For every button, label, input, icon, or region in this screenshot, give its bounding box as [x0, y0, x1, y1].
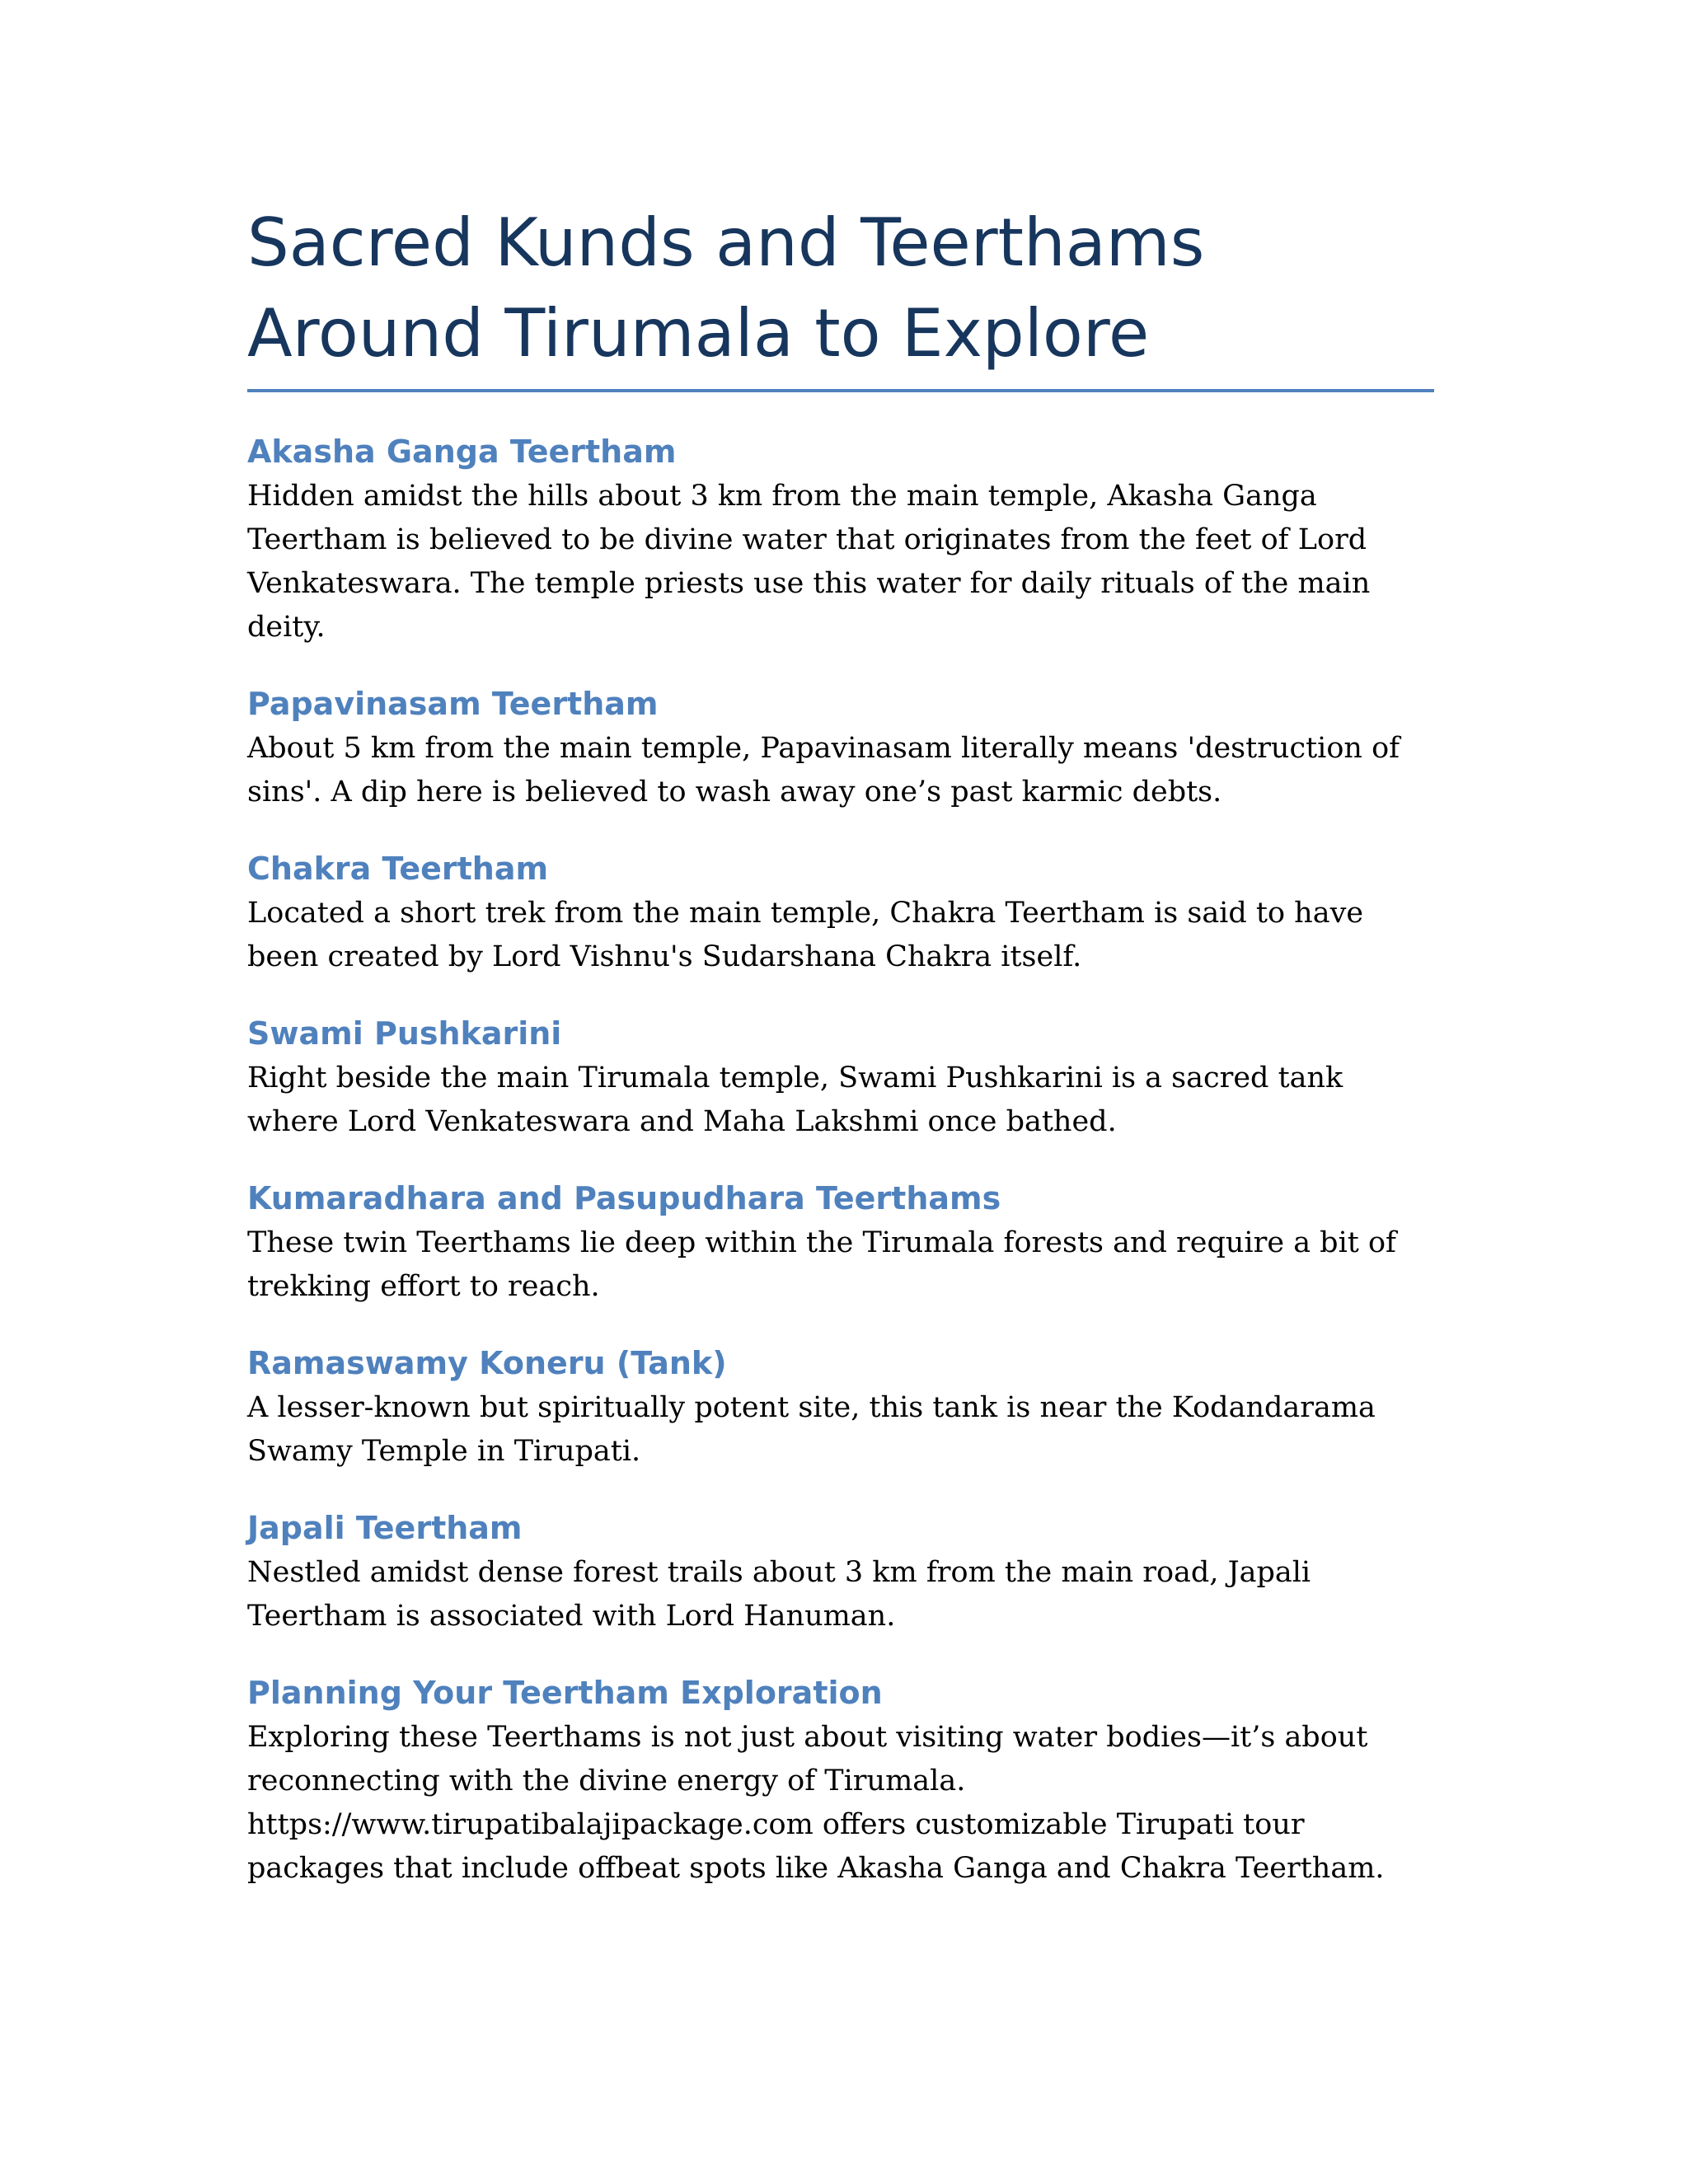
document-page	[247, 198, 1434, 1924]
section-heading: Kumaradhara and Pasupudhara Teerthams	[247, 1180, 1001, 1216]
section-heading: Planning Your Teertham Exploration	[247, 1675, 883, 1711]
section-chakra	[247, 847, 1434, 979]
section-heading: Japali Teertham	[247, 1510, 523, 1546]
section-swami-pushkarini	[247, 1012, 1434, 1144]
section-akasha-ganga	[247, 430, 1434, 649]
section-body: Right beside the main Tirumala temple, Swami Pushkarini is a sacred tank where Lord Venkateswara and Maha Lakshmi once bathed.	[247, 1062, 1343, 1138]
section-body: Nestled amidst dense forest trails about 3 km from the main road, Japali Teertham is associated with Lord Hanuman.	[247, 1556, 1311, 1633]
section-heading: Chakra Teertham	[247, 851, 549, 887]
section-heading: Papavinasam Teertham	[247, 686, 659, 722]
section-body: Located a short trek from the main temple, Chakra Teertham is said to have been created by Lord Vishnu's Sudarshana Chakra itself.	[247, 897, 1364, 973]
document-title: Sacred Kunds and Teerthams Around Tirumala to Explore	[247, 204, 1205, 372]
section-body: These twin Teerthams lie deep within the Tirumala forests and require a bit of trekking effort to reach.	[247, 1226, 1397, 1303]
section-heading: Ramaswamy Koneru (Tank)	[247, 1345, 727, 1381]
section-papavinasam	[247, 682, 1434, 814]
section-ramaswamy-koneru	[247, 1342, 1434, 1474]
section-body: Exploring these Teerthams is not just about visiting water bodies—it’s about reconnecting with the divine energy of Tirumala. https://www.tirupatibalajipackage.com offers customizable Tirupati tour packages that include offbeat spots like Akasha Ganga and Chakra Teertham.	[247, 1721, 1385, 1885]
section-japali	[247, 1507, 1434, 1638]
title-underline	[247, 389, 1434, 392]
sections-list	[247, 430, 1434, 1891]
section-heading: Akasha Ganga Teertham	[247, 434, 677, 470]
section-kumaradhara	[247, 1177, 1434, 1309]
section-body: About 5 km from the main temple, Papavinasam literally means 'destruction of sins'. A dip here is believed to wash away one’s past karmic debts.	[247, 732, 1400, 808]
section-planning	[247, 1671, 1434, 1891]
section-body: A lesser-known but spiritually potent site, this tank is near the Kodandarama Swamy Temple in Tirupati.	[247, 1391, 1376, 1468]
section-body: Hidden amidst the hills about 3 km from the main temple, Akasha Ganga Teertham is believed to be divine water that originates from the feet of Lord Venkateswara. The temple priests use this water for daily rituals of the main deity.	[247, 480, 1371, 644]
section-heading: Swami Pushkarini	[247, 1015, 562, 1052]
